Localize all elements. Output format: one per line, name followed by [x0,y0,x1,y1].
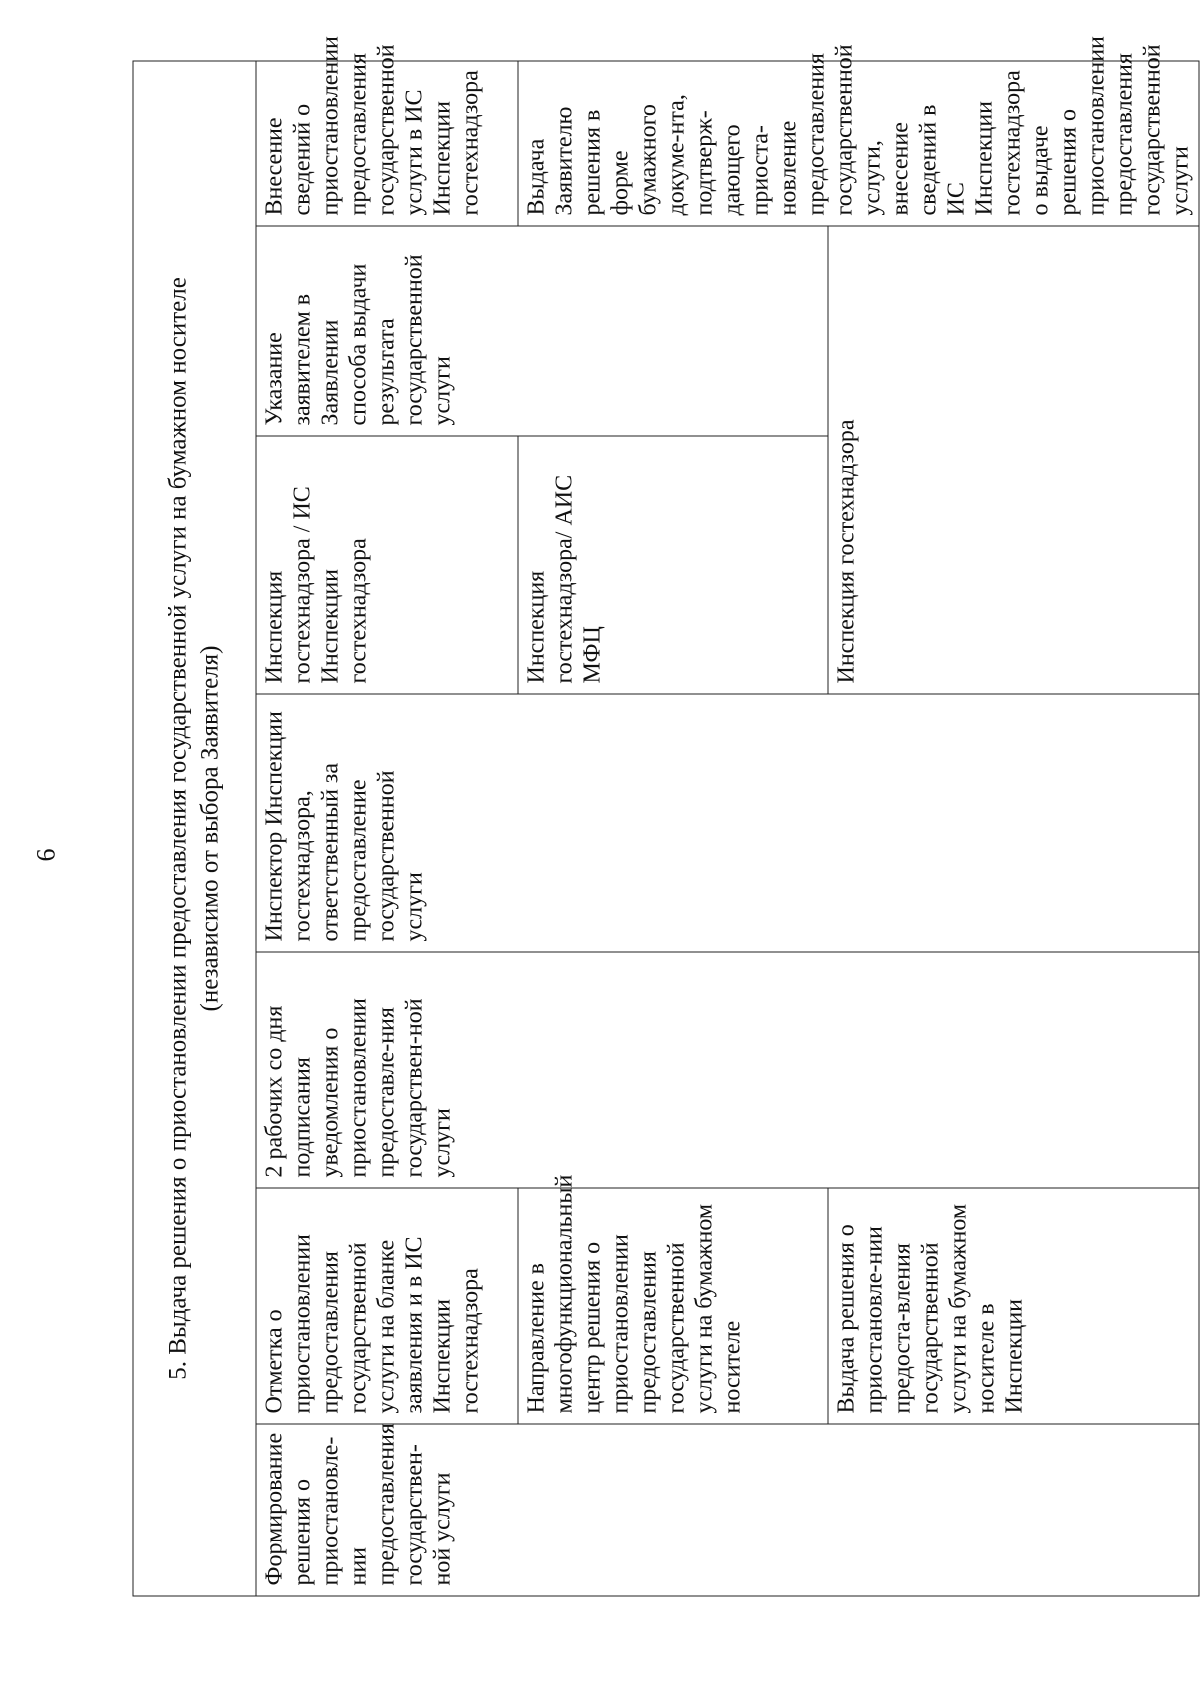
action-cell: Отметка о приостановлении предоставления государственной услуги на бланке заявления и в ИС Инспекции гостехнадзора [256,1188,518,1424]
procedure-cell: Формирование решения о приостановле-нии предоставления государствен-ной услуги [256,1424,1199,1596]
criteria-cell: Указание заявителем в Заявлении способа выдачи результата государственной услуги [256,226,828,436]
result-cell: Внесение сведений о приостановлении предоставления государственной услуги в ИС Инспекции гостехнадзора [256,61,518,226]
deadline-cell: 2 рабочих со дня подписания уведомления о приостановлении предоставле-ния государствен-ной услуги [256,952,1199,1188]
table-row [256,61,518,1596]
responsible-cell: Инспектор Инспекции гостехнадзора, ответственный за предоставление государственной услуги [256,694,1199,952]
section-title-cell [133,61,256,1596]
process-table [133,36,1200,1596]
section-header-row [133,61,256,1596]
section-title: 5. Выдача решения о приостановлении предоставления государственной услуги на бумажном носителе [164,277,192,1380]
system-cell: Инспекция гостехнадзора [828,226,1199,694]
system-cell: Инспекция гостехнадзора / ИС Инспекции гостехнадзора [256,436,518,694]
action-cell: Выдача решения о приостановле-нии предоста-вления государственной услуги на бумажном носителе в Инспекции [828,1188,1199,1424]
process-table-rotated [133,36,1194,1597]
section-subtitle: (независимо от выбора Заявителя) [196,645,224,1012]
page-number: 6 [31,848,61,862]
system-cell: Инспекция гостехнадзора/ АИС МФЦ [518,436,828,694]
result-cell: Выдача Заявителю решения в форме бумажного докуме-нта, подтверж-дающего приоста-новление предоставления государственной услуги, внесение сведений в ИС Инспекции гостехнадзора о выдаче решения о приостановлении предоставления государственной услуги [518,61,1199,226]
action-cell: Направление в многофункциональный центр решения о приостановлении предоставления государственной услуги на бумажном носителе [518,1188,828,1424]
